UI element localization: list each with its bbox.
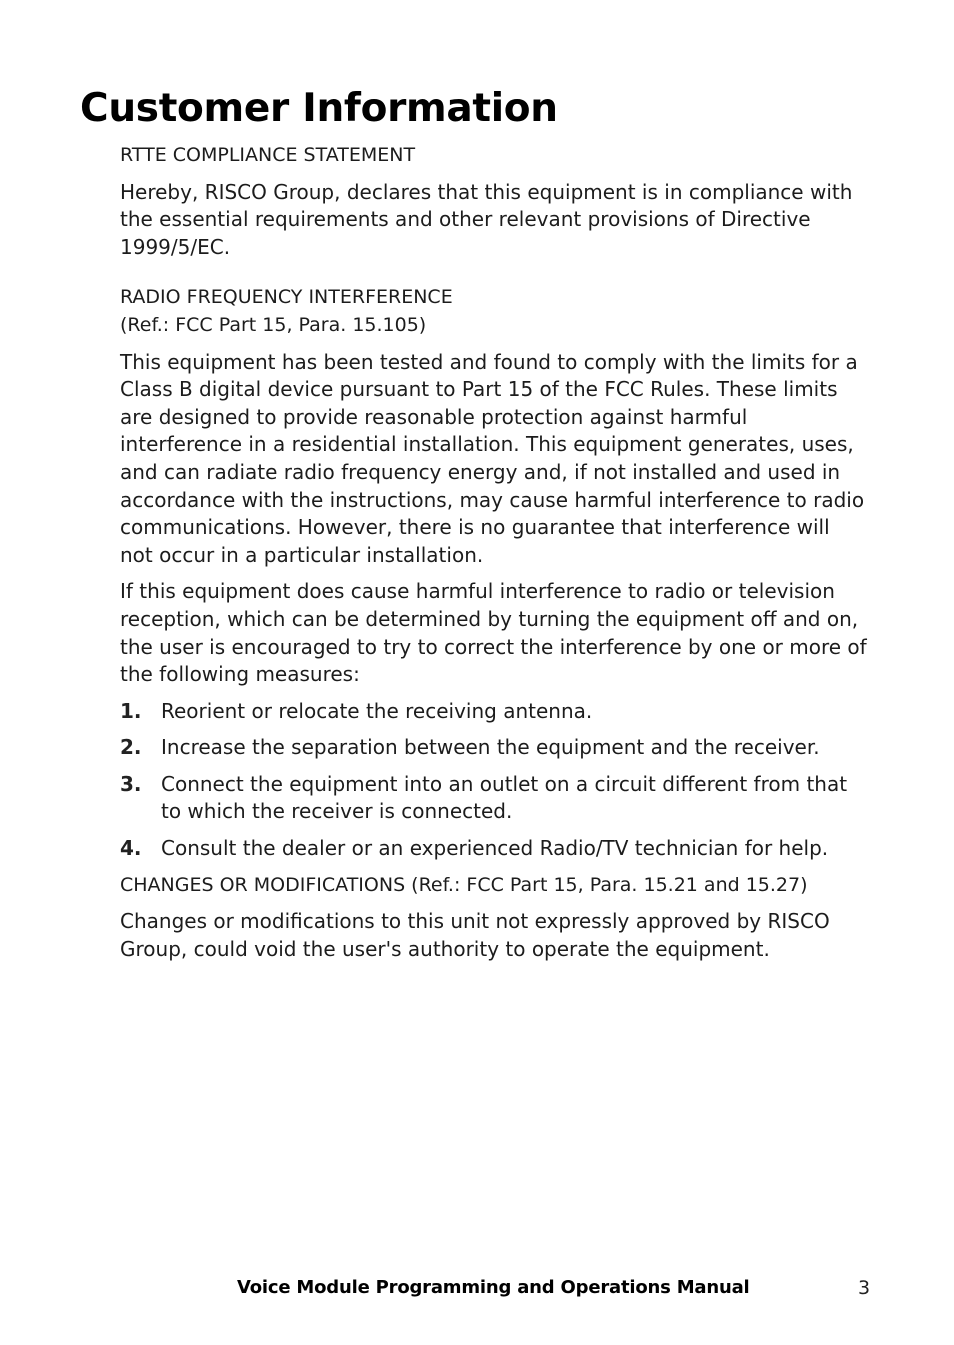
list-item-text: Reorient or relocate the receiving antenna. — [161, 698, 593, 723]
rfi-reference: (Ref.: FCC Part 15, Para. 15.105) — [120, 313, 427, 336]
list-item-number: 4. — [120, 836, 142, 861]
rtte-statement: Hereby, RISCO Group, declares that this equipment is in compliance with the essential requirements and other relevant provisions of Directive 1999/5/EC. — [120, 179, 853, 259]
list-item — [120, 835, 868, 863]
measures-list — [120, 698, 868, 863]
footer-manual-title: Voice Module Programming and Operations Manual — [237, 1277, 750, 1298]
changes-statement: Changes or modifications to this unit not expressly approved by RISCO Group, could void the user's authority to operate the equipment. — [120, 909, 830, 961]
list-item-text: Increase the separation between the equipment and the receiver. — [161, 735, 820, 760]
list-item-number: 1. — [120, 698, 142, 723]
rtte-heading: RTTE COMPLIANCE STATEMENT — [120, 144, 416, 166]
rfi-paragraph-1: This equipment has been tested and found to comply with the limits for a Class B digital device pursuant to Part 15 of the FCC Rules. These limits are designed to provide reasonable protection against harmful interference in a residential installation. This equipment generates, uses, and can radiate radio frequency energy and, if not installed and used in accordance with the instructions, may cause harmful interference to radio communications. However, there is no guarantee that interference will not occur in a particular installation. — [120, 349, 865, 567]
list-item-number: 3. — [120, 771, 142, 796]
document-body — [120, 142, 868, 963]
list-item-text: Consult the dealer or an experienced Radio/TV technician for help. — [161, 836, 829, 861]
page-title: Customer Information — [80, 86, 558, 131]
list-item-text: Connect the equipment into an outlet on a circuit different from that to which the receiver is connected. — [161, 771, 848, 824]
rfi-paragraph-2: If this equipment does cause harmful interference to radio or television reception, which can be determined by turning the equipment off and on, the user is encouraged to try to correct the interference by one or more of the following measures: — [120, 579, 867, 687]
page-number: 3 — [858, 1277, 871, 1299]
list-item — [120, 698, 868, 726]
list-item-number: 2. — [120, 735, 142, 760]
list-item — [120, 734, 868, 762]
rfi-heading: RADIO FREQUENCY INTERFERENCE — [120, 286, 453, 309]
changes-heading: CHANGES OR MODIFICATIONS (Ref.: FCC Part 15, Para. 15.21 and 15.27) — [120, 873, 808, 896]
list-item — [120, 771, 868, 826]
